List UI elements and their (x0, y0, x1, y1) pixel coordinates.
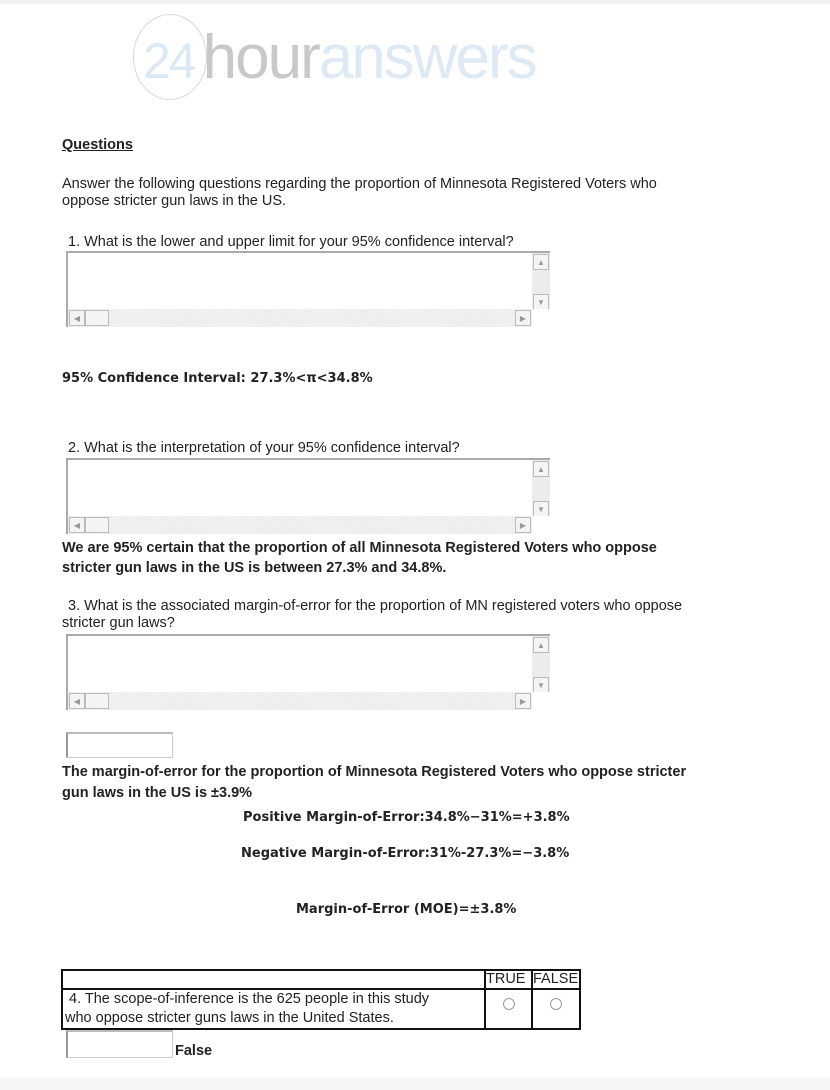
scroll-down-icon[interactable]: ▼ (533, 501, 549, 517)
q4-answer: False (175, 1043, 213, 1059)
false-cell (532, 989, 580, 1029)
q1-label: 1. What is the lower and upper limit for your 95% confidence interval? (68, 234, 514, 250)
scroll-right-icon[interactable]: ▶ (515, 517, 531, 533)
scroll-down-icon[interactable]: ▼ (533, 294, 549, 310)
scroll-thumb[interactable] (85, 517, 109, 533)
top-bar (0, 0, 830, 4)
q3-answer-line-2: gun laws in the US is ±3.9% (62, 785, 253, 801)
q4-text-line-2: who oppose stricter guns laws in the United States. (65, 1010, 394, 1026)
negative-moe: Negative Margin-of-Error:31%-27.3%=−3.8% (241, 846, 570, 861)
q4-header-blank (62, 970, 485, 989)
resize-corner (532, 309, 550, 327)
scroll-thumb[interactable] (85, 310, 109, 326)
scroll-down-icon[interactable]: ▼ (533, 677, 549, 693)
scroll-up-icon[interactable]: ▲ (533, 461, 549, 477)
q2-label: 2. What is the interpretation of your 95% confidence interval? (68, 440, 460, 456)
q2-textarea[interactable] (66, 458, 550, 534)
q3-label-line-1: 3. What is the associated margin-of-error for the proportion of MN registered voters who oppose (68, 598, 683, 614)
intro-line-2: oppose stricter gun laws in the US. (62, 193, 287, 209)
horizontal-scrollbar[interactable] (68, 692, 532, 710)
q4-short-input[interactable] (66, 1030, 173, 1058)
questions-heading: Questions (62, 137, 133, 153)
q3-label-line-2: stricter gun laws? (62, 615, 175, 631)
intro-line-1: Answer the following questions regarding the proportion of Minnesota Registered Voters who (62, 176, 657, 192)
vertical-scrollbar[interactable] (532, 460, 550, 518)
q2-answer-line-1: We are 95% certain that the proportion of all Minnesota Registered Voters who oppose (62, 540, 657, 556)
logo-hour: hour (202, 23, 319, 92)
q3-short-input[interactable] (66, 732, 173, 758)
vertical-scrollbar[interactable] (532, 636, 550, 694)
scroll-right-icon[interactable]: ▶ (515, 693, 531, 709)
true-header: TRUE (485, 970, 532, 989)
horizontal-scrollbar[interactable] (68, 309, 532, 327)
resize-corner (532, 692, 550, 710)
scroll-left-icon[interactable]: ◀ (69, 693, 85, 709)
bottom-bar (0, 1078, 830, 1090)
scroll-right-icon[interactable]: ▶ (515, 310, 531, 326)
true-cell (485, 989, 532, 1029)
scroll-up-icon[interactable]: ▲ (533, 254, 549, 270)
vertical-scrollbar[interactable] (532, 253, 550, 311)
horizontal-scrollbar[interactable] (68, 516, 532, 534)
q3-textarea[interactable] (66, 634, 550, 710)
scroll-left-icon[interactable]: ◀ (69, 310, 85, 326)
false-radio[interactable] (550, 998, 562, 1010)
q1-answer: 95% Confidence Interval: 27.3%<π<34.8% (62, 371, 373, 386)
q2-answer-line-2: stricter gun laws in the US is between 27.3% and 34.8%. (62, 560, 447, 576)
q4-text-line-1: 4. The scope-of-inference is the 625 people in this study (69, 991, 430, 1007)
scroll-thumb[interactable] (85, 693, 109, 709)
resize-corner (532, 516, 550, 534)
logo (143, 18, 536, 101)
q4-statement (62, 989, 485, 1029)
moe-result: Margin-of-Error (MOE)=±3.8% (296, 902, 517, 917)
logo-answers: answers (318, 23, 536, 92)
false-header: FALSE (533, 971, 579, 987)
q1-textarea[interactable] (66, 251, 550, 327)
scroll-up-icon[interactable]: ▲ (533, 637, 549, 653)
positive-moe: Positive Margin-of-Error:34.8%−31%=+3.8% (243, 810, 570, 825)
scroll-left-icon[interactable]: ◀ (69, 517, 85, 533)
q3-answer-line-1: The margin-of-error for the proportion of Minnesota Registered Voters who oppose stricter (62, 764, 687, 780)
logo-number: 24 (143, 33, 195, 89)
q4-table (61, 969, 581, 1030)
true-radio[interactable] (503, 998, 515, 1010)
